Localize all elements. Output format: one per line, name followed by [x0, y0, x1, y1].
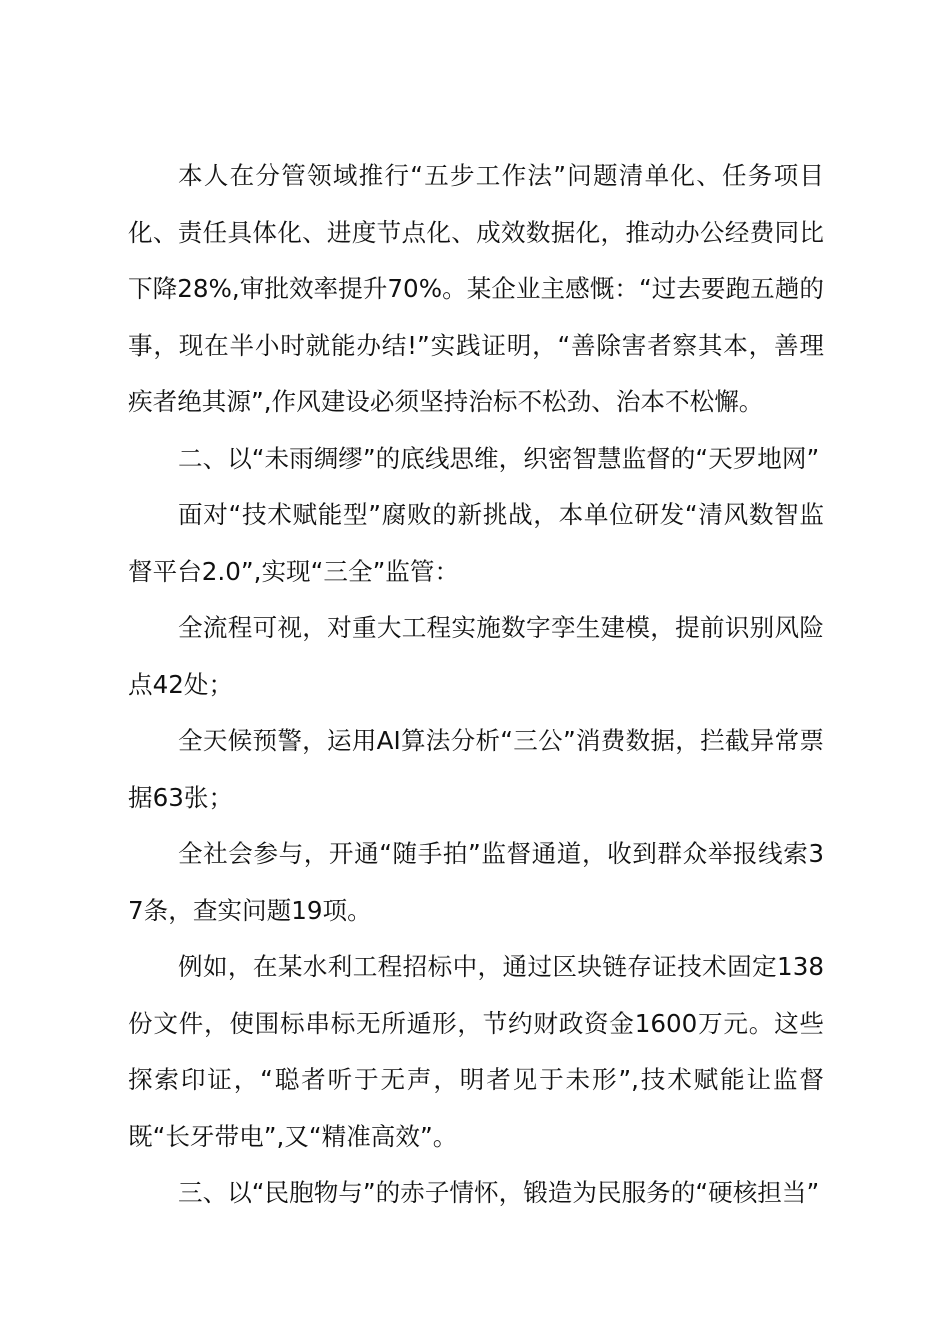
- paragraph-work-method: 本人在分管领域推行“五步工作法”问题清单化、任务项目化、责任具体化、进度节点化、成效数据化，推动办公经费同比下降28%,审批效率提升70%。某企业主感慨：“过去要跑五趟的事，现在半小时就能办结!”实践证明，“善除害者察其本，善理疾者绝其源”,作风建设必须坚持治标不松劲、治本不松懈。: [128, 161, 824, 416]
- section-heading-two: 二、以“未雨绸缪”的底线思维，织密智慧监督的“天罗地网”: [178, 443, 820, 473]
- paragraph-full-process: 全流程可视，对重大工程实施数字孪生建模，提前识别风险点42处；: [128, 613, 824, 699]
- section-heading-three: 三、以“民胞物与”的赤子情怀，锻造为民服务的“硬核担当”: [178, 1178, 820, 1207]
- document-body: [128, 148, 824, 1222]
- paragraph-platform-intro: 面对“技术赋能型”腐败的新挑战，本单位研发“清风数智监督平台2.0”,实现“三全”监管：: [128, 500, 824, 586]
- paragraph-all-weather: 全天候预警，运用AI算法分析“三公”消费数据，拦截异常票据63张；: [128, 726, 824, 812]
- paragraph-whole-society: 全社会参与，开通“随手拍”监督通道，收到群众举报线索37条，查实问题19项。: [128, 839, 824, 925]
- paragraph-example: 例如，在某水利工程招标中，通过区块链存证技术固定138份文件，使围标串标无所遁形，节约财政资金1600万元。这些探索印证，“聪者听于无声，明者见于未形”,技术赋能让监督既“长牙带电”,又“精准高效”。: [128, 952, 824, 1151]
